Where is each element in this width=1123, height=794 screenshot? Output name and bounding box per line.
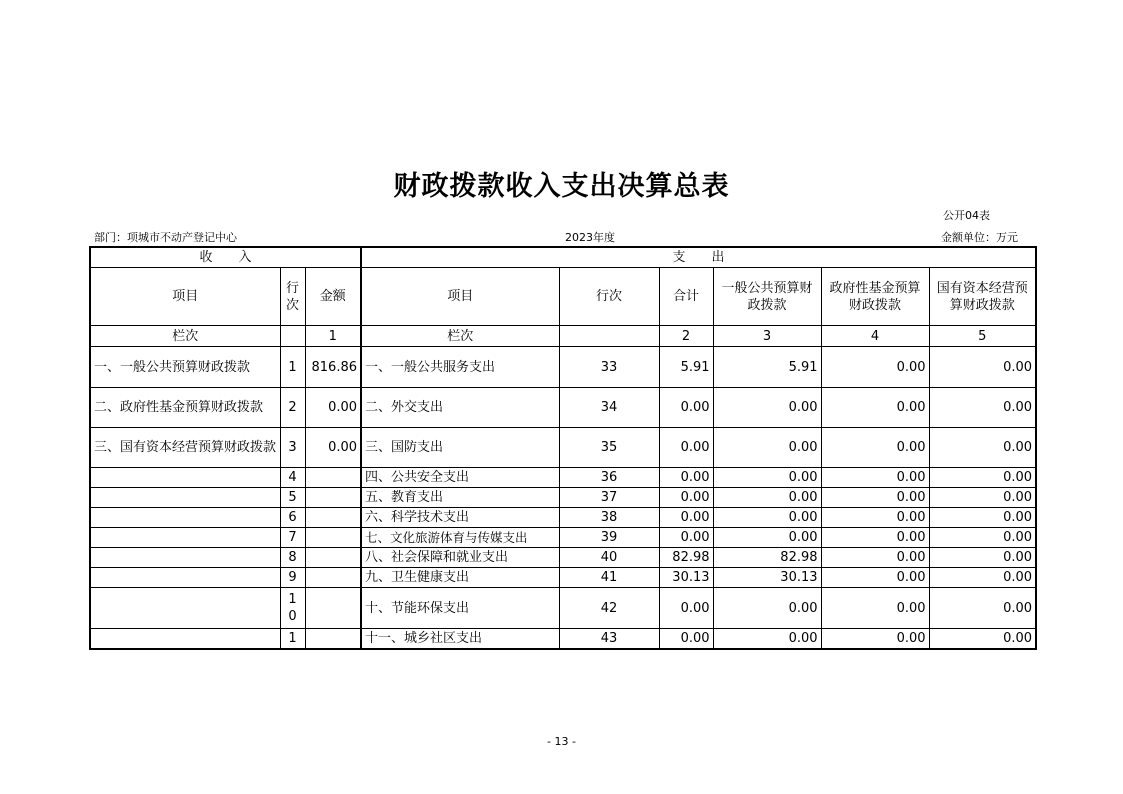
general-budget-value: 0.00 bbox=[713, 588, 821, 629]
gov-fund-value: 0.00 bbox=[821, 548, 929, 568]
table-row bbox=[90, 588, 1036, 629]
column-header-row bbox=[90, 268, 1036, 326]
income-item bbox=[90, 508, 280, 528]
state-capital-value: 0.00 bbox=[929, 468, 1036, 488]
expense-item: 五、教育支出 bbox=[361, 488, 559, 508]
general-budget-value: 0.00 bbox=[713, 508, 821, 528]
income-amount bbox=[305, 548, 361, 568]
lanci-col-5: 5 bbox=[929, 326, 1036, 347]
income-item bbox=[90, 588, 280, 629]
total-value: 0.00 bbox=[659, 588, 713, 629]
table-row bbox=[90, 347, 1036, 388]
income-amount bbox=[305, 588, 361, 629]
gov-fund-value: 0.00 bbox=[821, 428, 929, 468]
state-capital-value: 0.00 bbox=[929, 528, 1036, 548]
income-row-no: 7 bbox=[280, 528, 305, 548]
total-value: 0.00 bbox=[659, 488, 713, 508]
income-item: 三、国有资本经营预算财政拨款 bbox=[90, 428, 280, 468]
expense-item: 七、文化旅游体育与传媒支出 bbox=[361, 528, 559, 548]
header-general-budget: 一般公共预算财政拨款 bbox=[713, 268, 821, 326]
income-item bbox=[90, 468, 280, 488]
table-row bbox=[90, 488, 1036, 508]
state-capital-value: 0.00 bbox=[929, 488, 1036, 508]
total-value: 5.91 bbox=[659, 347, 713, 388]
lanci-income-label: 栏次 bbox=[90, 326, 280, 347]
income-item: 二、政府性基金预算财政拨款 bbox=[90, 388, 280, 428]
total-value: 0.00 bbox=[659, 528, 713, 548]
budget-summary-table bbox=[89, 246, 1037, 650]
gov-fund-value: 0.00 bbox=[821, 508, 929, 528]
expense-row-no: 40 bbox=[559, 548, 659, 568]
expense-item: 三、国防支出 bbox=[361, 428, 559, 468]
table-row bbox=[90, 568, 1036, 588]
income-row-no: 5 bbox=[280, 488, 305, 508]
expense-item: 十、节能环保支出 bbox=[361, 588, 559, 629]
section-header-row bbox=[90, 247, 1036, 268]
table-row bbox=[90, 528, 1036, 548]
income-amount bbox=[305, 528, 361, 548]
general-budget-value: 30.13 bbox=[713, 568, 821, 588]
header-expense-item: 项目 bbox=[361, 268, 559, 326]
lanci-row bbox=[90, 326, 1036, 347]
total-value: 30.13 bbox=[659, 568, 713, 588]
gov-fund-value: 0.00 bbox=[821, 488, 929, 508]
general-budget-value: 0.00 bbox=[713, 488, 821, 508]
header-income-row: 行次 bbox=[280, 268, 305, 326]
expense-row-no: 43 bbox=[559, 629, 659, 650]
unit-label: 金额单位：万元 bbox=[941, 231, 1018, 244]
expense-row-no: 37 bbox=[559, 488, 659, 508]
income-row-no: 4 bbox=[280, 468, 305, 488]
income-item bbox=[90, 629, 280, 650]
total-value: 0.00 bbox=[659, 468, 713, 488]
table-row bbox=[90, 428, 1036, 468]
income-section-header: 收 入 bbox=[90, 247, 361, 268]
income-row-no: 3 bbox=[280, 428, 305, 468]
table-row bbox=[90, 468, 1036, 488]
header-expense-row: 行次 bbox=[559, 268, 659, 326]
total-value: 0.00 bbox=[659, 428, 713, 468]
department-label: 部门：项城市不动产登记中心 bbox=[94, 231, 237, 244]
income-item bbox=[90, 488, 280, 508]
table-row bbox=[90, 388, 1036, 428]
income-row-no: 2 bbox=[280, 388, 305, 428]
expense-item: 二、外交支出 bbox=[361, 388, 559, 428]
income-row-no: 1 bbox=[280, 347, 305, 388]
gov-fund-value: 0.00 bbox=[821, 629, 929, 650]
lanci-income-row bbox=[280, 326, 305, 347]
total-value: 82.98 bbox=[659, 548, 713, 568]
income-amount: 816.86 bbox=[305, 347, 361, 388]
income-amount bbox=[305, 629, 361, 650]
general-budget-value: 0.00 bbox=[713, 629, 821, 650]
income-amount bbox=[305, 508, 361, 528]
expense-row-no: 36 bbox=[559, 468, 659, 488]
state-capital-value: 0.00 bbox=[929, 548, 1036, 568]
state-capital-value: 0.00 bbox=[929, 428, 1036, 468]
state-capital-value: 0.00 bbox=[929, 568, 1036, 588]
table-row bbox=[90, 629, 1036, 650]
page-title: 财政拨款收入支出决算总表 bbox=[393, 171, 730, 202]
income-row-no: 9 bbox=[280, 568, 305, 588]
income-row-no: 1 bbox=[280, 629, 305, 650]
income-row-no: 10 bbox=[280, 588, 305, 629]
income-item bbox=[90, 548, 280, 568]
header-state-capital: 国有资本经营预算财政拨款 bbox=[929, 268, 1036, 326]
general-budget-value: 0.00 bbox=[713, 428, 821, 468]
income-item bbox=[90, 528, 280, 548]
gov-fund-value: 0.00 bbox=[821, 588, 929, 629]
general-budget-value: 0.00 bbox=[713, 528, 821, 548]
expense-row-no: 42 bbox=[559, 588, 659, 629]
table-row bbox=[90, 508, 1036, 528]
lanci-expense-label: 栏次 bbox=[361, 326, 559, 347]
income-item: 一、一般公共预算财政拨款 bbox=[90, 347, 280, 388]
expense-item: 一、一般公共服务支出 bbox=[361, 347, 559, 388]
gov-fund-value: 0.00 bbox=[821, 347, 929, 388]
total-value: 0.00 bbox=[659, 388, 713, 428]
state-capital-value: 0.00 bbox=[929, 347, 1036, 388]
table-row bbox=[90, 548, 1036, 568]
general-budget-value: 5.91 bbox=[713, 347, 821, 388]
header-income-amount: 金额 bbox=[305, 268, 361, 326]
state-capital-value: 0.00 bbox=[929, 508, 1036, 528]
header-total: 合计 bbox=[659, 268, 713, 326]
gov-fund-value: 0.00 bbox=[821, 528, 929, 548]
expense-row-no: 38 bbox=[559, 508, 659, 528]
expense-item: 六、科学技术支出 bbox=[361, 508, 559, 528]
expense-item: 四、公共安全支出 bbox=[361, 468, 559, 488]
lanci-col-4: 4 bbox=[821, 326, 929, 347]
gov-fund-value: 0.00 bbox=[821, 388, 929, 428]
page-number: - 13 - bbox=[547, 735, 576, 748]
expense-row-no: 33 bbox=[559, 347, 659, 388]
header-income-item: 项目 bbox=[90, 268, 280, 326]
gov-fund-value: 0.00 bbox=[821, 568, 929, 588]
income-amount: 0.00 bbox=[305, 388, 361, 428]
gov-fund-value: 0.00 bbox=[821, 468, 929, 488]
year-label: 2023年度 bbox=[565, 231, 615, 244]
total-value: 0.00 bbox=[659, 508, 713, 528]
lanci-col-2: 2 bbox=[659, 326, 713, 347]
header-gov-fund: 政府性基金预算财政拨款 bbox=[821, 268, 929, 326]
expense-row-no: 35 bbox=[559, 428, 659, 468]
form-code: 公开04表 bbox=[943, 209, 990, 222]
income-amount: 0.00 bbox=[305, 428, 361, 468]
income-amount bbox=[305, 568, 361, 588]
expense-section-header: 支 出 bbox=[361, 247, 1036, 268]
general-budget-value: 0.00 bbox=[713, 388, 821, 428]
state-capital-value: 0.00 bbox=[929, 588, 1036, 629]
expense-row-no: 41 bbox=[559, 568, 659, 588]
expense-item: 八、社会保障和就业支出 bbox=[361, 548, 559, 568]
income-amount bbox=[305, 468, 361, 488]
lanci-expense-row bbox=[559, 326, 659, 347]
expense-item: 九、卫生健康支出 bbox=[361, 568, 559, 588]
lanci-col-3: 3 bbox=[713, 326, 821, 347]
state-capital-value: 0.00 bbox=[929, 629, 1036, 650]
state-capital-value: 0.00 bbox=[929, 388, 1036, 428]
income-item bbox=[90, 568, 280, 588]
expense-item: 十一、城乡社区支出 bbox=[361, 629, 559, 650]
expense-row-no: 34 bbox=[559, 388, 659, 428]
expense-row-no: 39 bbox=[559, 528, 659, 548]
income-row-no: 6 bbox=[280, 508, 305, 528]
income-row-no: 8 bbox=[280, 548, 305, 568]
general-budget-value: 82.98 bbox=[713, 548, 821, 568]
lanci-income-amount: 1 bbox=[305, 326, 361, 347]
income-amount bbox=[305, 488, 361, 508]
total-value: 0.00 bbox=[659, 629, 713, 650]
general-budget-value: 0.00 bbox=[713, 468, 821, 488]
